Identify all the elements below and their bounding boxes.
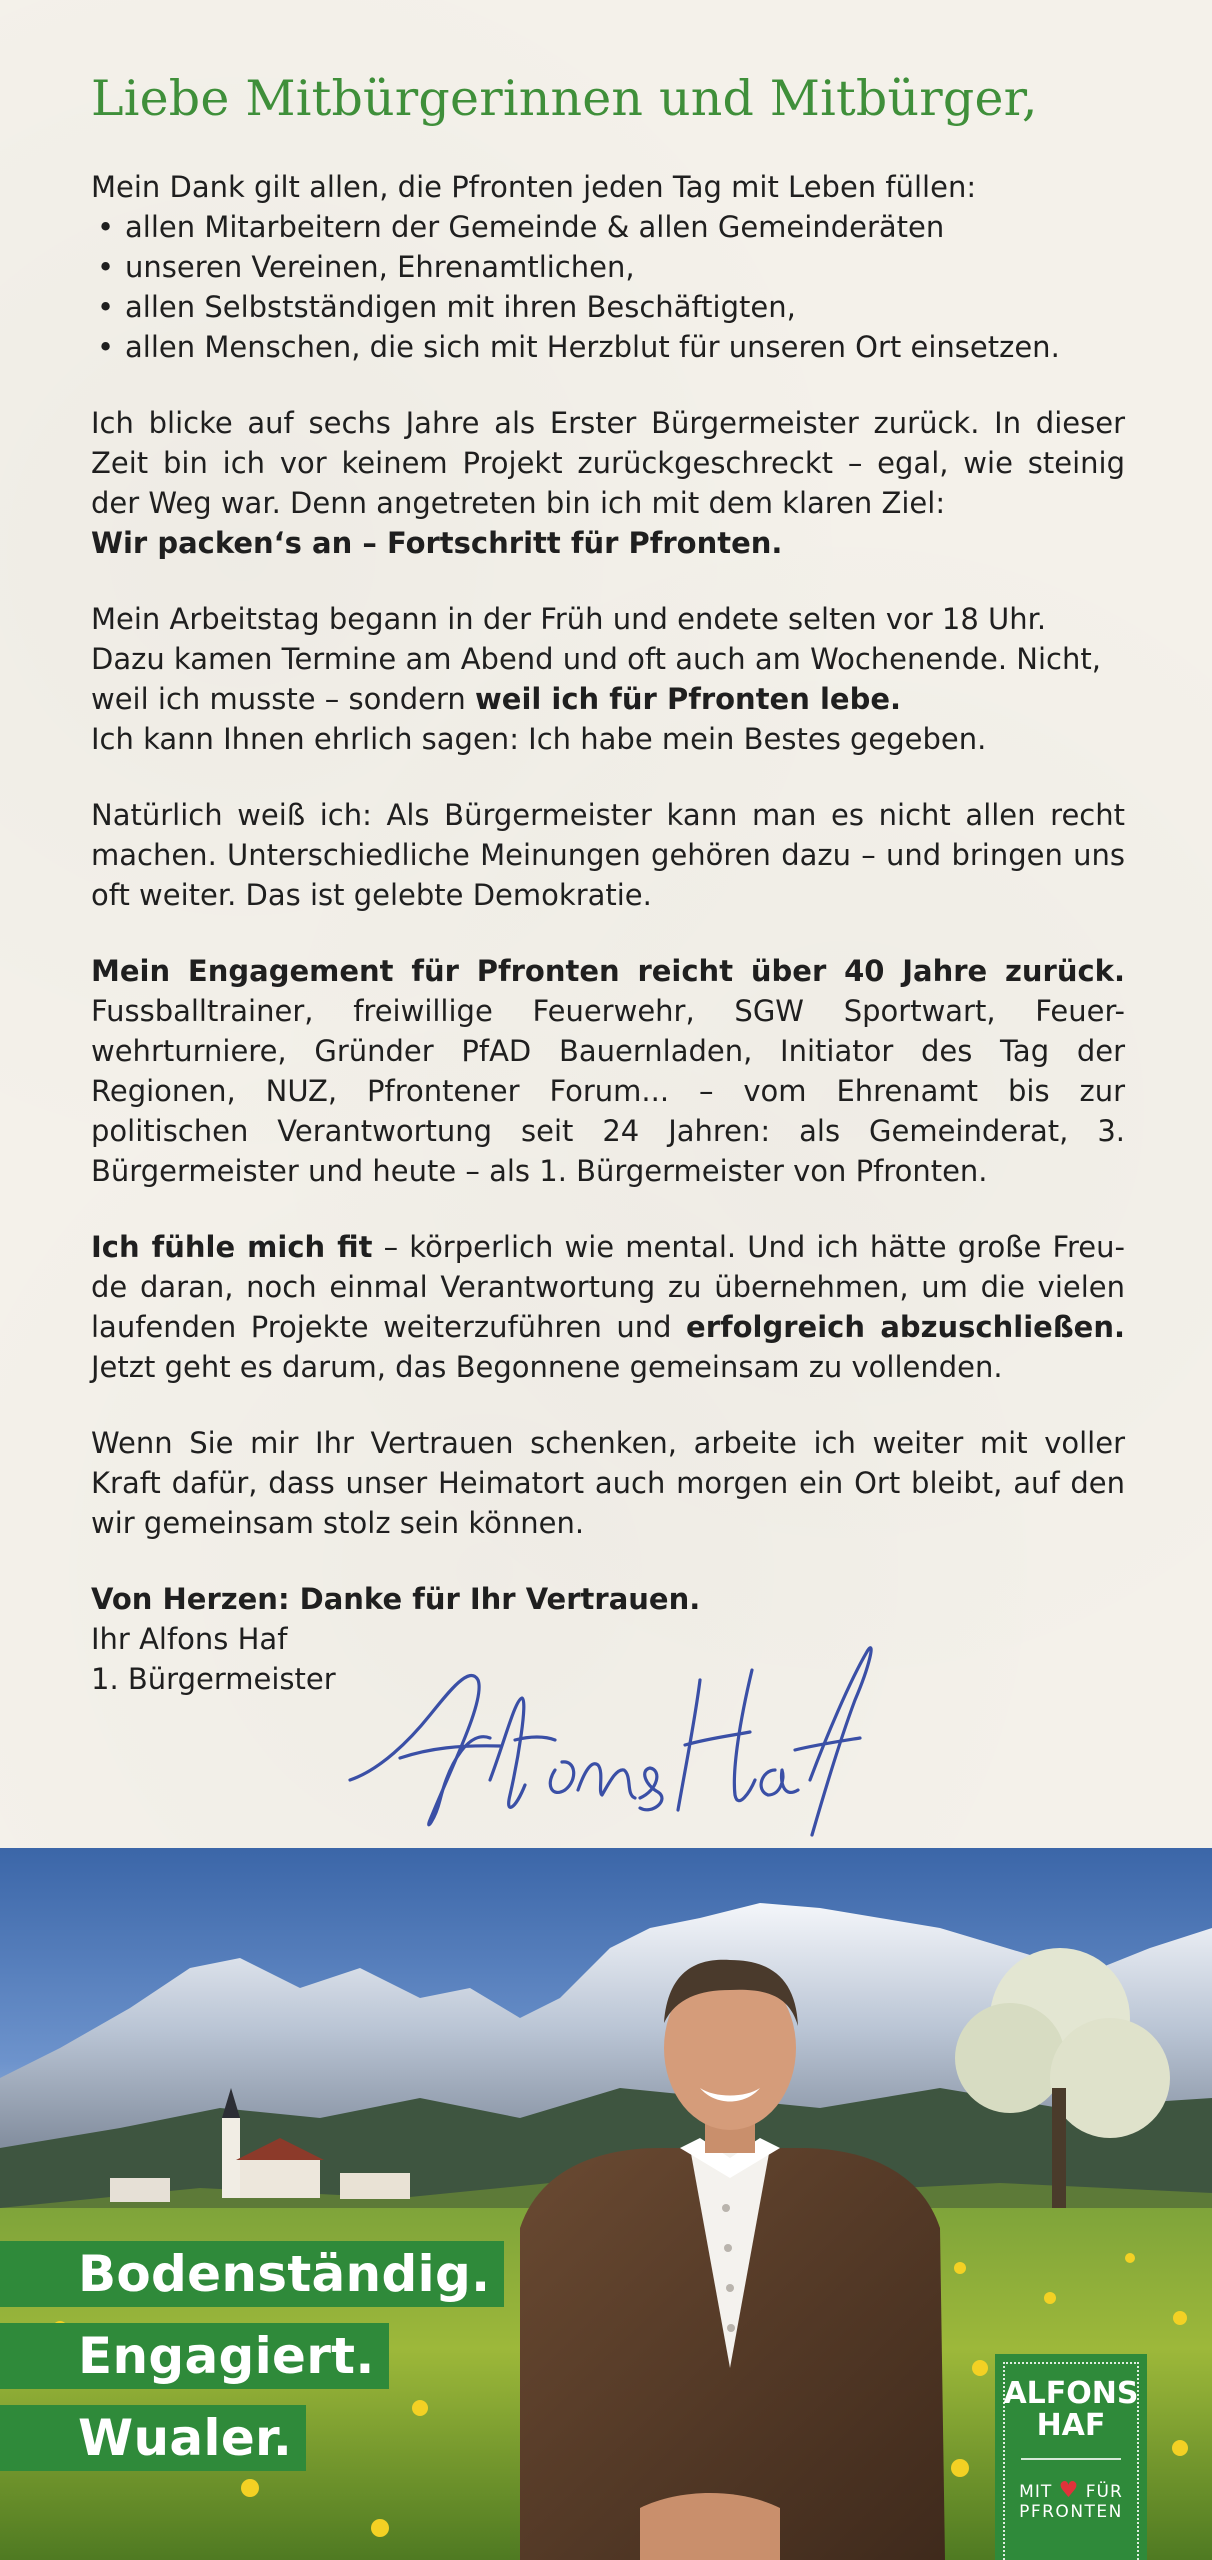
paragraph-workday: Mein Arbeitstag begann in der Früh und endete selten vor 18 Uhr. Dazu kamen Termine am Abend und oft auch am Wochenende. Nicht, weil ich musste – sondern weil ich für Pfronten lebe. Ich kann Ihnen ehrlich sagen: Ich habe mein Bestes gegeben. [91,602,1101,756]
campaign-logo [995,2354,1147,2560]
closing-name: Ihr Alfons Haf [91,1622,288,1656]
slogan-bodenstaendig: Bodenständig. [0,2241,504,2307]
slogan-wualer: Wualer. [0,2405,306,2471]
closing-title: 1. Bürgermeister [91,1662,336,1696]
paragraph-engagement: Mein Engagement für Pfronten reicht über 40 Jahre zurück. Fussballtrainer, freiwillige Feuerwehr, SGW Sportwart, Feuer-wehrturniere, Gründer PfAD Bauernladen, Initiator des Tag der Regionen, NUZ, Pfrontener Forum... – vom Ehrenamt bis zur politischen Verantwortung seit 24 Jahren: als Gemeinderat, 3. Bürgermeister und heute – als 1. Bürgermeister von Pfronten. [91,954,1125,1188]
motto: Wir packen‘s an – Fortschritt für Pfronten. [91,526,783,560]
closing-thanks: Von Herzen: Danke für Ihr Vertrauen. [91,1582,701,1616]
heart-icon: ♥ [1058,2478,1080,2503]
logo-place: PFRONTEN [1019,2502,1123,2522]
paragraph-review: Ich blicke auf sechs Jahre als Erster Bürgermeister zurück. In dieser Zeit bin ich vor keinem Projekt zurückgeschreckt – egal, wie steinig der Weg war. Denn angetreten bin ich mit dem klaren Ziel: Wir packen‘s an – Fortschritt für Pfronten. [91,406,1125,560]
letter-body [91,70,1125,1699]
paragraph-trust: Wenn Sie mir Ihr Vertrauen schenken, arbeite ich weiter mit voller Kraft dafür, dass unser Heimatort auch morgen ein Ort bleibt, auf den wir gemeinsam stolz sein können. [91,1426,1125,1540]
slogan-engagiert: Engagiert. [0,2323,389,2389]
bullet-icon: • [97,290,115,324]
list-item: • unseren Vereinen, Ehrenamtlichen, [91,247,1125,287]
logo-name-first: ALFONS [1003,2376,1139,2411]
thanks-list [91,207,1125,367]
bullet-icon: • [97,250,115,284]
salutation-heading: Liebe Mitbürgerinnen und Mitbürger, [91,70,1038,127]
logo-name-last: HAF [1036,2408,1106,2443]
logo-tagline: MIT ♥ FÜR [1019,2478,1123,2503]
list-item: • allen Menschen, die sich mit Herzblut für unseren Ort einsetzen. [91,327,1125,367]
paragraph-democracy: Natürlich weiß ich: Als Bürgermeister kann man es nicht allen recht machen. Unterschiedliche Meinungen gehören dazu – und bringen uns oft weiter. Das ist gelebte Demokratie. [91,798,1125,912]
bullet-icon: • [97,210,115,244]
bullet-icon: • [97,330,115,364]
paragraph-fit: Ich fühle mich fit – körperlich wie mental. Und ich hätte große Freu-de daran, noch einmal Verantwortung zu übernehmen, um die vielen laufenden Projekte weiterzuführen und erfolgreich abzuschließen. Jetzt geht es darum, das Begonnene gemeinsam zu vollenden. [91,1230,1126,1384]
list-item: • allen Mitarbeitern der Gemeinde & allen Gemeinderäten [91,207,1125,247]
list-item: • allen Selbstständigen mit ihren Beschäftigten, [91,287,1125,327]
thanks-intro: Mein Dank gilt allen, die Pfronten jeden Tag mit Leben füllen: [91,170,977,204]
logo-divider [1021,2458,1121,2460]
signature-image [340,1620,880,1850]
